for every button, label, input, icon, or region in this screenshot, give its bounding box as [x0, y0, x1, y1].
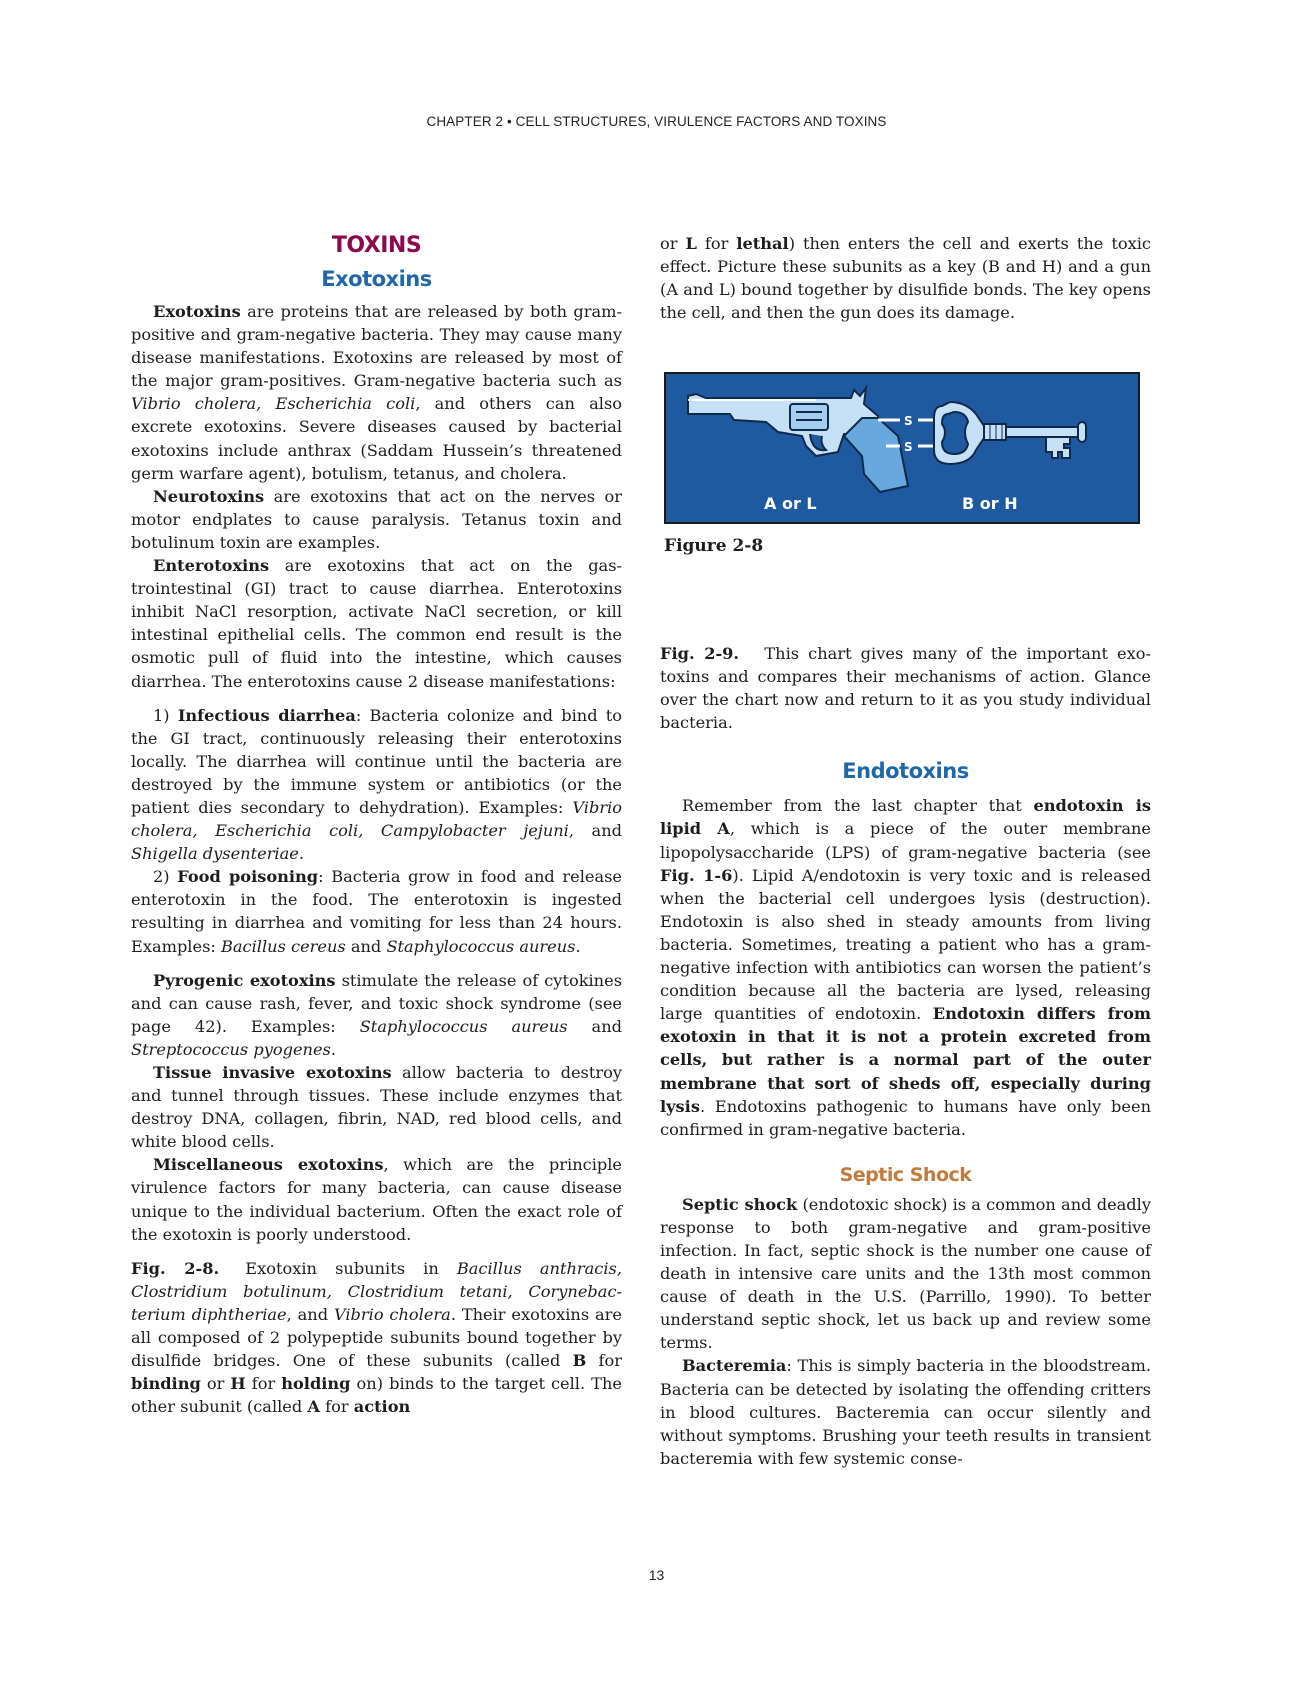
section-title-toxins: TOXINS	[331, 233, 422, 258]
paragraph-infectious-diarrhea: 1) Infectious diarrhea: Bacteria colonize and bind to the GI tract, continuously releasing their enterotoxins locally. The diarrhea will continue until the bacteria are destroyed by the immune system or antibiotics (or the patient dies secondary to dehydration). Examples: Vibrio cholera, Escherichia coli, Campylobacter jejuni, and Shigella dysenteriae.	[131, 705, 622, 864]
paragraph-septic-shock: Septic shock (endotoxic shock) is a common and deadly response to both gram-negative and gram-positive infection. In fact, septic shock is the number one cause of death in intensive care units and the 13th most common cause of death in the U.S. (Parrillo, 1990). To better understand septic shock, let us back up and review some terms.	[660, 1194, 1151, 1353]
paragraph-fig-2-8-description: Fig. 2-8. Exotoxin subunits in Bacillus anthracis, Clostridium botulinum, Clostridium tetani, Corynebacterium diphtheriae, and Vibrio cholera. Their exotoxins are all composed of 2 polypeptide subunits bound together by disulfide bridges. One of these subunits (called B for binding or H for holding on) binds to the target cell. The other subunit (called A for action	[131, 1258, 622, 1417]
paragraph-pyrogenic-exotoxins: Pyrogenic exotoxins stimulate the release of cytokines and can cause rash, fever, and toxic shock syndrome (see page 42). Examples: Staphylococcus aureus and Streptococcus pyogenes.	[131, 970, 622, 1059]
label-b-or-h: B or H	[962, 494, 1018, 513]
paragraph-subunit-continued: or L for lethal) then enters the cell and exerts the toxic effect. Picture these subunits as a key (B and H) and a gun (A and L) bound together by disulfide bonds. The key opens the cell, and then the gun does its damage.	[660, 234, 1151, 323]
paragraph-enterotoxins: Enterotoxins are exotoxins that act on the gastrointestinal (GI) tract to cause diarrhea. Enterotoxins inhibit NaCl resorption, activate NaCl secretion, or kill intestinal epithelial cells. The common end result is the osmotic pull of fluid into the intestine, which causes diarrhea. The enterotoxins cause 2 disease manifestations:	[131, 556, 622, 691]
figure-gun-and-key	[664, 372, 1140, 524]
label-a-or-l: A or L	[764, 494, 817, 513]
gun-icon	[688, 388, 908, 492]
paragraph-food-poisoning: 2) Food poisoning: Bacteria grow in food and release enterotoxin in the food. The enterotoxin is ingested resulting in diarrhea and vomiting for less than 24 hours. Examples: Bacillus cereus and Staphylococcus aureus.	[131, 867, 623, 956]
left-column	[131, 232, 622, 1418]
paragraph-fig-2-9-description: Fig. 2-9. This chart gives many of the important exotoxins and compares their mechanisms of action. Glance over the chart now and return to it as you study individual bacteria.	[660, 644, 1151, 733]
paragraph-exotoxins: Exotoxins are proteins that are released by both gram-positive and gram-negative bacteria. They may cause many disease manifestations. Exotoxins are released by most of the major gram-positives. Gram-negative bacteria such as Vibrio cholera, Escherichia coli, and others can also excrete exotoxins. Severe diseases caused by bacterial exotoxins include anthrax (Saddam Hussein’s threatened germ warfare agent), botulism, tetanus, and cholera.	[131, 302, 622, 483]
paragraph-miscellaneous-exotoxins: Miscellaneous exotoxins, which are the principle virulence factors for many bacteria, can cause disease unique to the individual bacterium. Often the exact role of the exotoxin is poorly understood.	[131, 1155, 622, 1244]
right-column-top	[660, 232, 1151, 324]
figure-caption: Figure 2-8	[664, 536, 764, 556]
paragraph-endotoxins: Remember from the last chapter that endotoxin is lipid A, which is a piece of the outer membrane lipopolysaccharide (LPS) of gram-negative bacteria (see Fig. 1-6). Lipid A/endotoxin is very toxic and is released when the bacterial cell undergoes lysis (destruction). Endotoxin is also shed in steady amounts from living bacteria. Sometimes, treating a patient who has a gram-negative infection with antibiotics can worsen the patient’s condition because all the bacteria are lysed, releasing large quantities of endotoxin. Endotoxin differs from exotoxin in that it is not a protein excreted from cells, but rather is a normal part of the outer membrane that sort of sheds off, especially during lysis. Endotoxins pathogenic to humans have only been confirmed in gram-negative bacteria.	[660, 796, 1152, 1139]
paragraph-bacteremia: Bacteremia: This is simply bacteria in the bloodstream. Bacteria can be detected by isolating the offending critters in blood cultures. Bacteremia can occur silently and without symptoms. Brushing your teeth results in transient bacteremia with few systemic conse-	[660, 1356, 1151, 1468]
page-number: 13	[648, 1567, 665, 1583]
paragraph-tissue-invasive-exotoxins: Tissue invasive exotoxins allow bacteria to destroy and tunnel through tissues. These include enzymes that destroy DNA, collagen, fibrin, NAD, red blood cells, and white blood cells.	[131, 1063, 623, 1152]
running-head: CHAPTER 2 • CELL STRUCTURES, VIRULENCE FACTORS AND TOXINS	[426, 114, 887, 129]
right-column-lower	[660, 642, 1151, 1470]
section-heading-septic-shock: Septic Shock	[839, 1163, 972, 1186]
key-icon	[934, 402, 1086, 464]
section-heading-endotoxins: Endotoxins	[842, 759, 969, 784]
section-heading-exotoxins: Exotoxins	[321, 267, 432, 291]
paragraph-neurotoxins: Neurotoxins are exotoxins that act on the nerves or motor endplates to cause paralysis. Tetanus toxin and botulinum toxin are examples.	[131, 486, 622, 552]
svg-text:S: S	[904, 414, 913, 428]
svg-text:S: S	[904, 440, 913, 454]
gun-key-illustration	[666, 374, 1138, 522]
